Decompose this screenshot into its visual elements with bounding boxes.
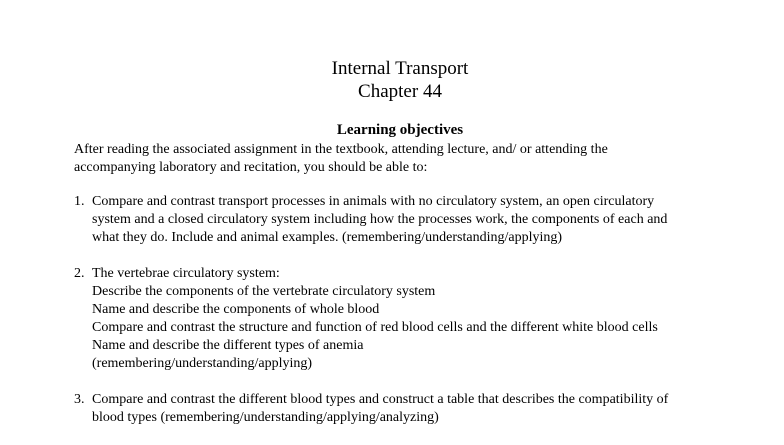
objective-line: blood types (remembering/understanding/applying/analyzing) xyxy=(92,410,439,425)
objective-line: Compare and contrast the different blood types and construct a table that describes the compatibility of xyxy=(92,392,669,407)
intro-line: accompanying laboratory and recitation, you should be able to: xyxy=(74,160,428,175)
objective-line: Compare and contrast transport processes in animals with no circulatory system, an open circulatory xyxy=(92,194,655,209)
objectives-list xyxy=(74,193,764,445)
intro-line: After reading the associated assignment in the textbook, attending lecture, and/ or attending the xyxy=(74,142,608,157)
objective-line: The vertebrae circulatory system: xyxy=(92,266,280,281)
objective-line: Describe the components of the vertebrate circulatory system xyxy=(92,284,436,299)
objective-item-1 xyxy=(74,193,764,247)
document-title: Internal Transport xyxy=(331,58,469,79)
objective-line: Name and describe the different types of anemia xyxy=(92,338,364,353)
objective-text xyxy=(92,265,764,373)
chapter-subtitle: Chapter 44 xyxy=(358,81,442,102)
objective-line: Compare and contrast the structure and function of red blood cells and the different white blood cells xyxy=(92,320,658,335)
objective-number: 2. xyxy=(74,266,85,281)
objective-text xyxy=(92,193,764,247)
objective-item-3 xyxy=(74,391,764,427)
objective-number: 3. xyxy=(74,392,85,407)
intro-paragraph xyxy=(74,141,714,177)
objective-line: what they do. Include and animal examples. (remembering/understanding/applying) xyxy=(92,230,563,245)
objective-line: Name and describe the components of whole blood xyxy=(92,302,380,317)
objective-line: (remembering/understanding/applying) xyxy=(92,356,313,371)
section-heading: Learning objectives xyxy=(336,122,464,138)
objective-number: 1. xyxy=(74,194,85,209)
objective-line: system and a closed circulatory system including how the processes work, the components of each and xyxy=(92,212,668,227)
objective-item-2 xyxy=(74,265,764,373)
objective-text xyxy=(92,391,764,427)
